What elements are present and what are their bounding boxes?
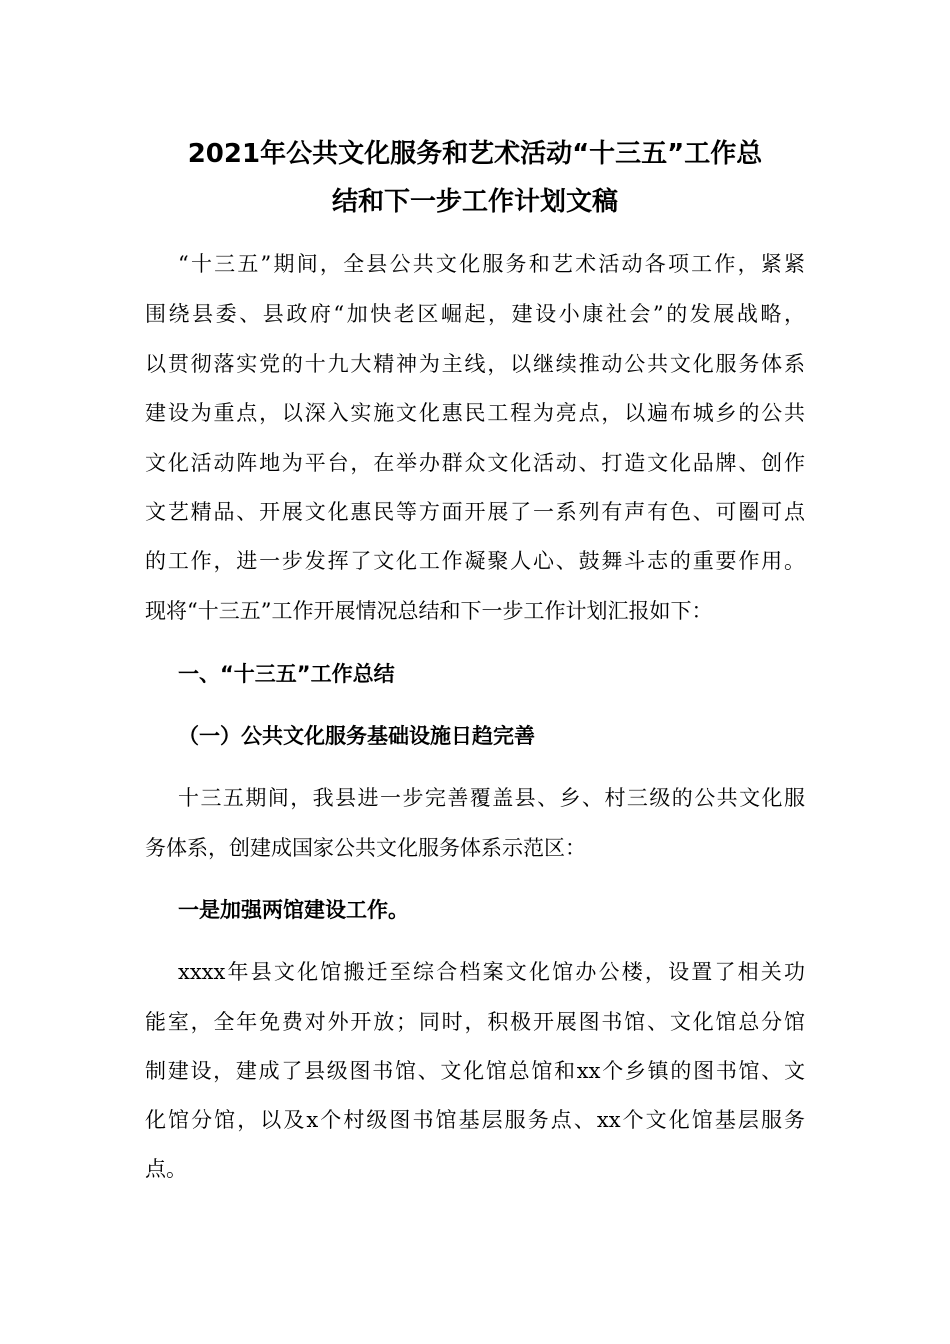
paragraph-line: 务体系，创建成国家公共文化服务体系示范区： bbox=[145, 836, 586, 860]
section-heading: 一、“十三五”工作总结 bbox=[178, 662, 395, 686]
paragraph-line: “十三五”期间，全县公共文化服务和艺术活动各项工作，紧紧 bbox=[178, 252, 805, 276]
paragraph-line: 点。 bbox=[145, 1157, 187, 1181]
subsection-heading: （一）公共文化服务基础设施日趋完善 bbox=[178, 724, 535, 748]
paragraph-line: 十三五期间，我县进一步完善覆盖县、乡、村三级的公共文化服 bbox=[178, 786, 805, 810]
paragraph-line: 制建设，建成了县级图书馆、文化馆总馆和xx个乡镇的图书馆、文 bbox=[145, 1059, 805, 1083]
paragraph-line: 现将“十三五”工作开展情况总结和下一步工作计划汇报如下： bbox=[145, 599, 713, 623]
paragraph-line: 围绕县委、县政府“加快老区崛起，建设小康社会”的发展战略， bbox=[145, 302, 805, 326]
paragraph-line: 以贯彻落实党的十九大精神为主线，以继续推动公共文化服务体系 bbox=[145, 352, 805, 376]
paragraph-line: 化馆分馆，以及x个村级图书馆基层服务点、xx个文化馆基层服务 bbox=[145, 1108, 805, 1132]
paragraph-line: 能室，全年免费对外开放；同时，积极开展图书馆、文化馆总分馆 bbox=[145, 1010, 805, 1034]
document-title-line-2: 结和下一步工作计划文稿 bbox=[331, 187, 618, 217]
paragraph-line: xxxx年县文化馆搬迁至综合档案文化馆办公楼，设置了相关功 bbox=[178, 960, 805, 984]
paragraph-line: 文艺精品、开展文化惠民等方面开展了一系列有声有色、可圈可点 bbox=[145, 500, 805, 524]
point-heading: 一是加强两馆建设工作。 bbox=[178, 898, 409, 922]
document-title-line-1: 2021年公共文化服务和艺术活动“十三五”工作总 bbox=[187, 139, 763, 169]
paragraph-line: 文化活动阵地为平台，在举办群众文化活动、打造文化品牌、创作 bbox=[145, 451, 805, 475]
paragraph-line: 建设为重点，以深入实施文化惠民工程为亮点，以遍布城乡的公共 bbox=[145, 401, 805, 425]
paragraph-line: 的工作，进一步发挥了文化工作凝聚人心、鼓舞斗志的重要作用。 bbox=[145, 549, 805, 573]
